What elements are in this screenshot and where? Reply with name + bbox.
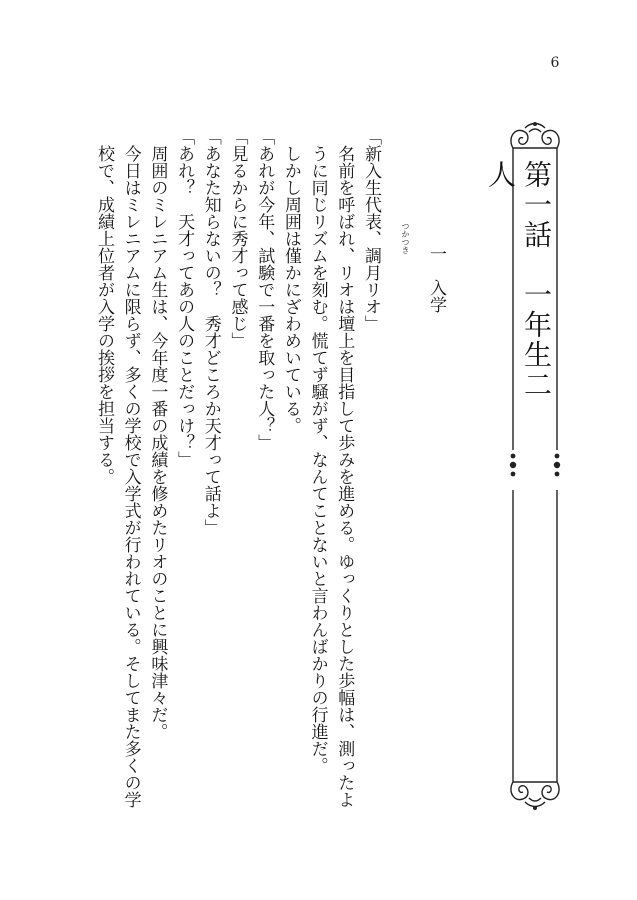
paragraph: 周囲のミレニアム生は、今年度一番の成績を修めたリオのことに興味津々だ。 [147,145,168,740]
paragraph: 「新入生代表、調月リオ」 [361,128,381,332]
paragraph: 「あれ？ 天才ってあの人のことだっけ？」 [174,128,195,468]
paragraph: 今日はミレニアムに限らず、多くの学校で入学式が行われている。そしてまた多くの学校で、成績上位者が入学の挨拶を担当する。 [93,145,141,808]
ruby-annotation: つかつき [401,222,410,254]
paragraph: 名前を呼ばれ、リオは壇上を目指して歩みを進める。ゆっくりとした歩幅は、測ったように同じリズムを刻む。慌てず騒がず、なんてことないと言わんばかりの行進だ。 [307,145,355,808]
paragraph: しかし周囲は僅かにざわめいている。 [280,145,301,434]
body-text [74,128,384,818]
chapter-title: 第一話 一年生二人 [484,160,553,400]
section-heading: 一 入学 [426,245,446,313]
page-number: 6 [550,55,560,71]
paragraph: 「あなた知らないの？ 秀才どころか天才って話よ」 [200,128,221,536]
paragraph: 「見るからに秀才って感じ」 [227,128,248,349]
paragraph: 「あれが今年、試験で一番を取った人？」 [254,128,275,451]
